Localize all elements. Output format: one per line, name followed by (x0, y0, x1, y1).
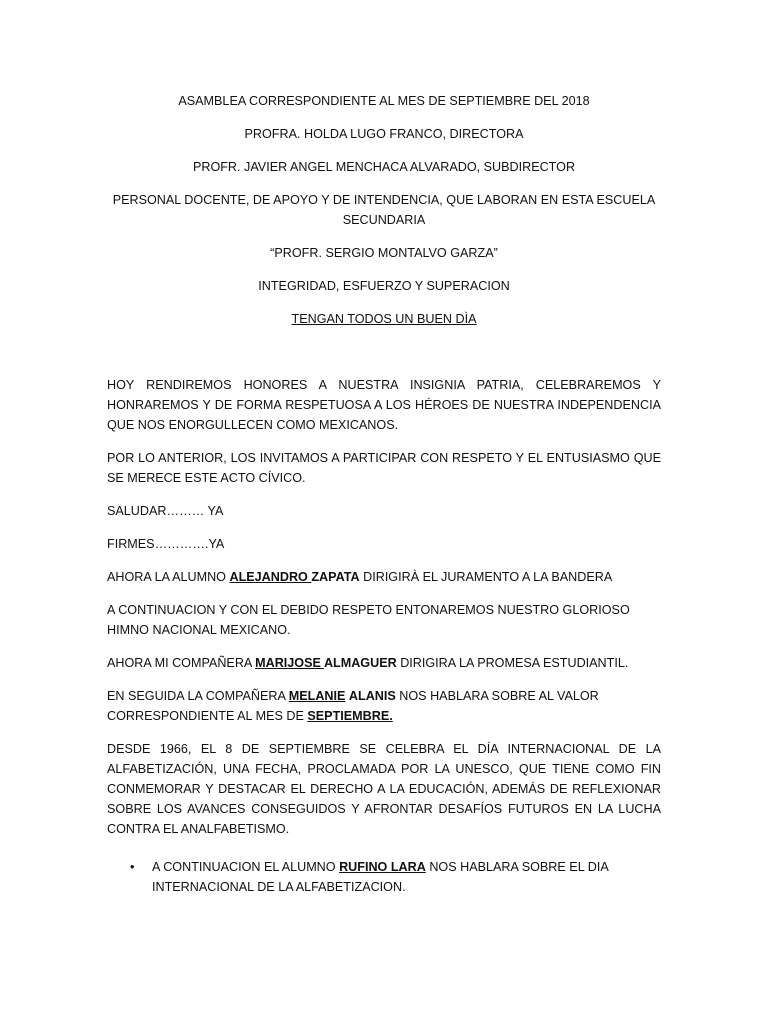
student-surname-alanis: ALANIS (348, 689, 396, 703)
spacer (107, 342, 661, 375)
paragraph-1: HOY RENDIREMOS HONORES A NUESTRA INSIGNIA PATRIA, CELEBRAREMOS Y HONRAREMOS Y DE FORMA RESPETUOSA A LOS HÉROES DE NUESTRA INDEPENDENCIA QUE NOS ENORGULLECEN COMO MEXICANOS. (107, 378, 661, 432)
p8-text-mid: NOS HABLARA SOBRE AL VALOR CORRESPONDIENTE AL MES DE (107, 689, 599, 723)
header-line-1: ASAMBLEA CORRESPONDIENTE AL MES DE SEPTIEMBRE DEL 2018 (178, 94, 590, 108)
paragraph-8 (107, 686, 661, 726)
bullet-icon: • (130, 860, 135, 874)
bullet-list (107, 857, 661, 897)
paragraph-3: SALUDAR……… YA (107, 504, 224, 518)
paragraph-5 (107, 567, 661, 587)
student-name-melanie: MELANIE (288, 689, 346, 703)
paragraph-2: POR LO ANTERIOR, LOS INVITAMOS A PARTICIPAR CON RESPETO Y EL ENTUSIASMO QUE SE MERECE ESTE ACTO CÍVICO. (107, 451, 661, 485)
header-line-3: PROFR. JAVIER ANGEL MENCHACA ALVARADO, SUBDIRECTOR (192, 160, 576, 174)
b1-text-pre: A CONTINUACION EL ALUMNO (152, 860, 340, 874)
month-september: SEPTIEMBRE. (307, 709, 393, 723)
paragraph-6: A CONTINUACION Y CON EL DEBIDO RESPETO ENTONAREMOS NUESTRO GLORIOSO HIMNO NACIONAL MEXICANO. (107, 603, 630, 637)
paragraph-4: FIRMES………….YA (107, 537, 225, 551)
p7-text-pre: AHORA MI COMPAÑERA (107, 656, 256, 670)
p5-text-post: DIRIGIRÀ EL JURAMENTO A LA BANDERA (359, 570, 613, 584)
header-line-4: PERSONAL DOCENTE, DE APOYO Y DE INTENDENCIA, QUE LABORAN EN ESTA ESCUELA SECUNDARIA (112, 193, 656, 227)
header-line-7 (107, 309, 661, 329)
student-name-marijose: MARIJOSE (255, 656, 324, 670)
greeting: TENGAN TODOS UN BUEN DÌA (291, 312, 477, 326)
paragraph-9: DESDE 1966, EL 8 DE SEPTIEMBRE SE CELEBRA EL DÍA INTERNACIONAL DE LA ALFABETIZACIÓN, UNA FECHA, PROCLAMADA POR LA UNESCO, QUE TIENE COMO FIN CONMEMORAR Y DESTACAR EL DERECHO A LA EDUCACIÓN, ADEMÁS DE REFLEXIONAR SOBRE LOS AVANCES CONSEGUIDOS Y AFRONTAR DESAFÍOS FUTUROS EN LA LUCHA CONTRA EL ANALFABETISMO. (107, 742, 661, 836)
student-surname-almaguer: ALMAGUER (323, 656, 397, 670)
header-line-2: PROFRA. HOLDA LUGO FRANCO, DIRECTORA (244, 127, 524, 141)
student-surname-zapata: ZAPATA (311, 570, 360, 584)
header-line-5: “PROFR. SERGIO MONTALVO GARZA” (270, 246, 498, 260)
student-name-alejandro: ALEJANDRO (229, 570, 312, 584)
p8-text-pre: EN SEGUIDA LA COMPAÑERA (107, 689, 289, 703)
student-name-rufino-lara: RUFINO LARA (339, 860, 426, 874)
p5-text-pre: AHORA LA ALUMNO (107, 570, 230, 584)
header-line-6: INTEGRIDAD, ESFUERZO Y SUPERACION (258, 279, 510, 293)
b1-text-post: NOS HABLARA SOBRE EL DIA INTERNACIONAL DE LA ALFABETIZACION. (152, 860, 609, 894)
p7-text-post: DIRIGIRA LA PROMESA ESTUDIANTIL. (396, 656, 629, 670)
paragraph-7 (107, 653, 661, 673)
list-item (130, 857, 661, 897)
